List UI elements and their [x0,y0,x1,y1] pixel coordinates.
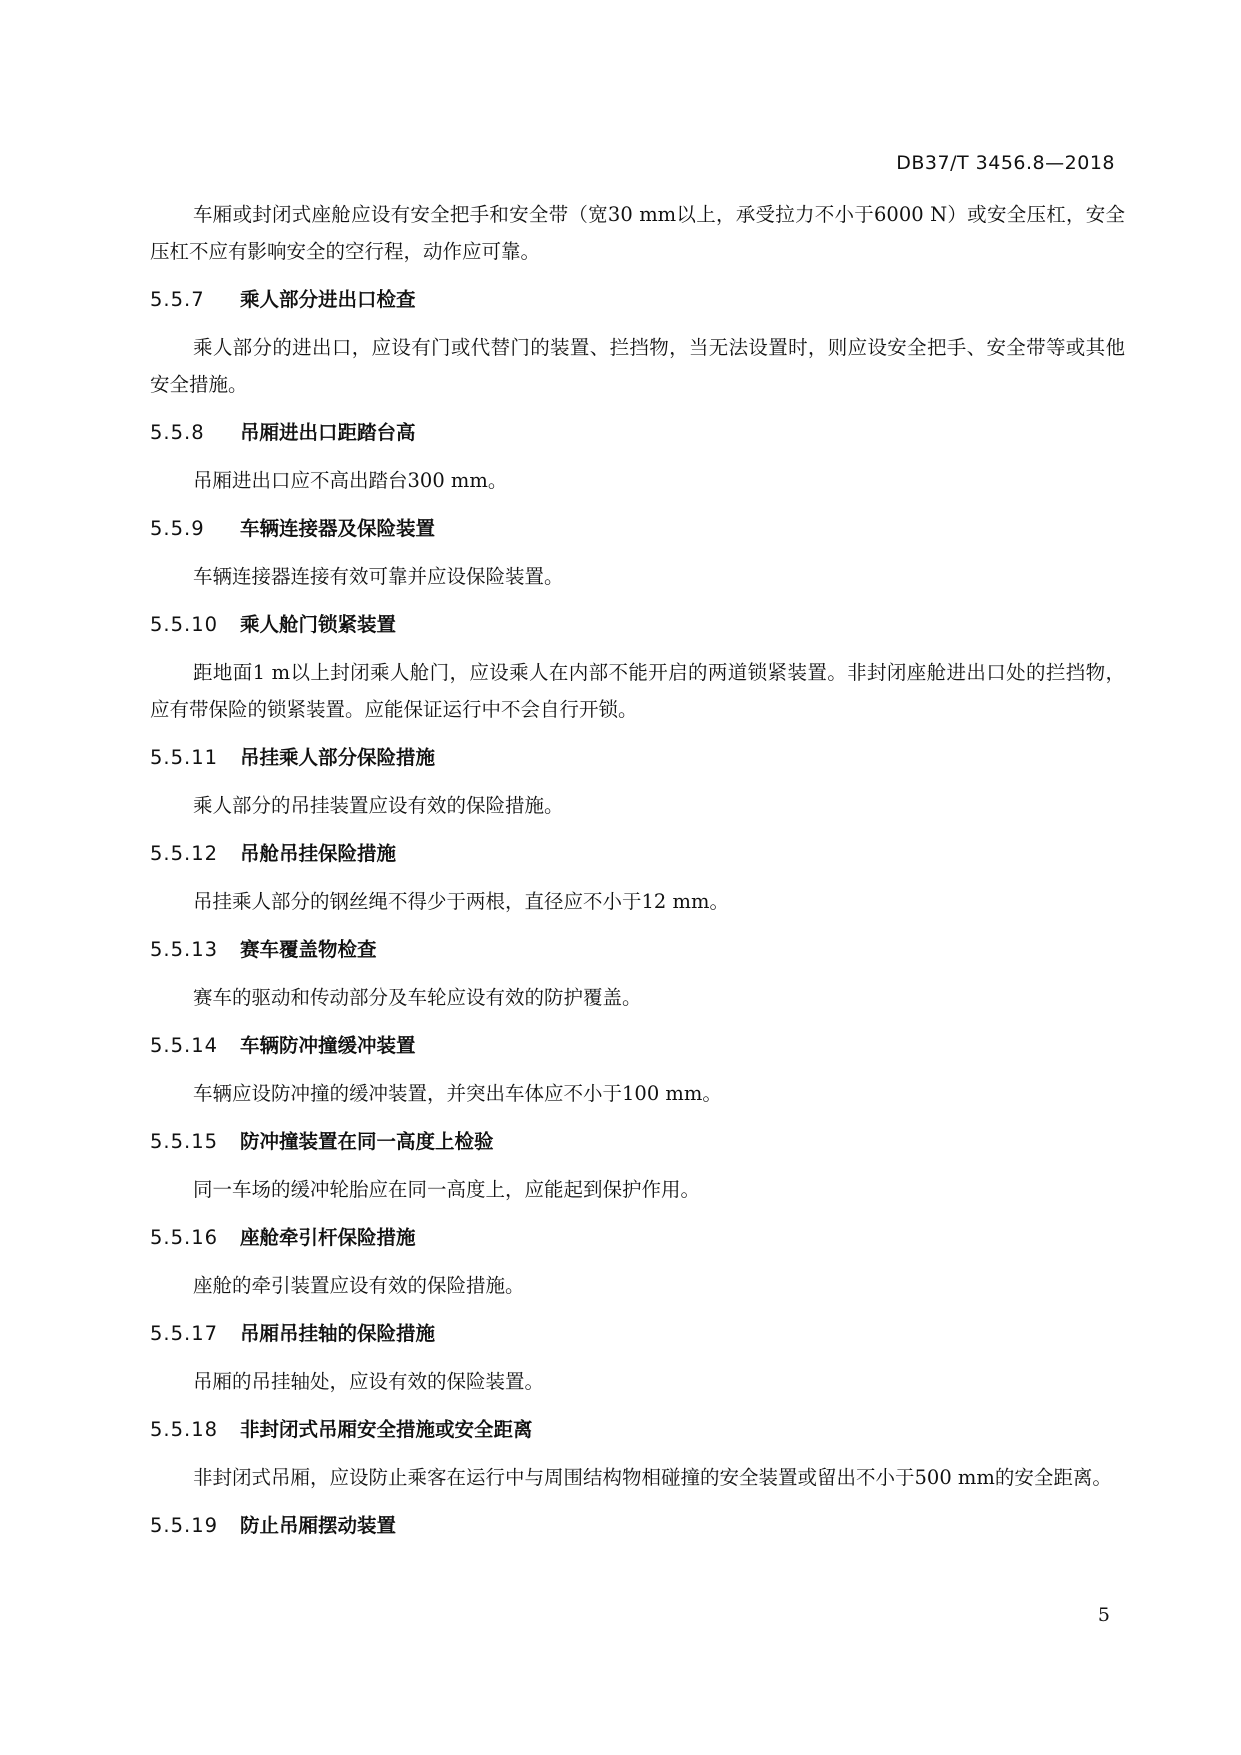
section-heading-5-5-10 [150,606,1125,643]
section-title: 车辆防冲撞缓冲装置 [240,1034,416,1057]
paragraph-intro: 车厢或封闭式座舱应设有安全把手和安全带（宽30 mm以上，承受拉力不小于6000 N）或安全压杠，安全压杠不应有影响安全的空行程，动作应可靠。 [150,203,1125,263]
section-heading-5-5-7 [150,281,1125,318]
section-title: 赛车覆盖物检查 [240,938,377,961]
section-heading-5-5-16 [150,1219,1125,1256]
section-title: 防止吊厢摆动装置 [240,1514,397,1537]
page-body [150,196,1125,1555]
section-title: 座舱牵引杆保险措施 [240,1226,416,1249]
section-title: 防冲撞装置在同一高度上检验 [240,1130,494,1153]
section-text-5-5-8: 吊厢进出口应不高出踏台300 mm。 [193,469,508,492]
section-number: 5.5.18 [150,1418,219,1441]
section-text-5-5-12: 吊挂乘人部分的钢丝绳不得少于两根，直径应不小于12 mm。 [193,890,729,913]
section-number: 5.5.16 [150,1226,219,1249]
section-title: 非封闭式吊厢安全措施或安全距离 [240,1418,533,1441]
section-text-5-5-18: 非封闭式吊厢，应设防止乘客在运行中与周围结构物相碰撞的安全装置或留出不小于500 mm的安全距离。 [193,1466,1112,1489]
section-number: 5.5.10 [150,613,219,636]
section-title: 吊厢进出口距踏台高 [240,421,416,444]
section-heading-5-5-9 [150,510,1125,547]
section-number: 5.5.8 [150,421,205,444]
section-title: 乘人舱门锁紧装置 [240,613,397,636]
section-heading-5-5-13 [150,931,1125,968]
section-number: 5.5.11 [150,746,219,769]
section-title: 吊厢吊挂轴的保险措施 [240,1322,436,1345]
section-heading-5-5-14 [150,1027,1125,1064]
section-heading-5-5-18 [150,1411,1125,1448]
section-number: 5.5.15 [150,1130,219,1153]
section-number: 5.5.19 [150,1514,219,1537]
section-text-5-5-7: 乘人部分的进出口，应设有门或代替门的装置、拦挡物，当无法设置时，则应设安全把手、安全带等或其他安全措施。 [150,336,1125,396]
section-text-5-5-13: 赛车的驱动和传动部分及车轮应设有效的防护覆盖。 [193,986,642,1009]
section-number: 5.5.12 [150,842,219,865]
section-heading-5-5-8 [150,414,1125,451]
section-heading-5-5-12 [150,835,1125,872]
section-number: 5.5.9 [150,517,205,540]
section-text-5-5-14: 车辆应设防冲撞的缓冲装置，并突出车体应不小于100 mm。 [193,1082,722,1105]
section-heading-5-5-17 [150,1315,1125,1352]
section-number: 5.5.13 [150,938,219,961]
section-text-5-5-16: 座舱的牵引装置应设有效的保险措施。 [193,1274,525,1297]
section-heading-5-5-11 [150,739,1125,776]
section-text-5-5-11: 乘人部分的吊挂装置应设有效的保险措施。 [193,794,564,817]
section-text-5-5-9: 车辆连接器连接有效可靠并应设保险装置。 [193,565,564,588]
section-heading-5-5-19 [150,1507,1125,1544]
standard-code: DB37/T 3456.8—2018 [896,152,1115,174]
section-title: 乘人部分进出口检查 [240,288,416,311]
section-text-5-5-17: 吊厢的吊挂轴处，应设有效的保险装置。 [193,1370,545,1393]
section-number: 5.5.14 [150,1034,219,1057]
section-title: 吊挂乘人部分保险措施 [240,746,436,769]
section-title: 吊舱吊挂保险措施 [240,842,397,865]
section-number: 5.5.17 [150,1322,219,1345]
section-text-5-5-10: 距地面1 m以上封闭乘人舱门，应设乘人在内部不能开启的两道锁紧装置。非封闭座舱进出口处的拦挡物，应有带保险的锁紧装置。应能保证运行中不会自行开锁。 [150,661,1125,721]
section-number: 5.5.7 [150,288,205,311]
section-heading-5-5-15 [150,1123,1125,1160]
page-number: 5 [1097,1604,1110,1626]
section-title: 车辆连接器及保险装置 [240,517,436,540]
section-text-5-5-15: 同一车场的缓冲轮胎应在同一高度上，应能起到保护作用。 [193,1178,701,1201]
